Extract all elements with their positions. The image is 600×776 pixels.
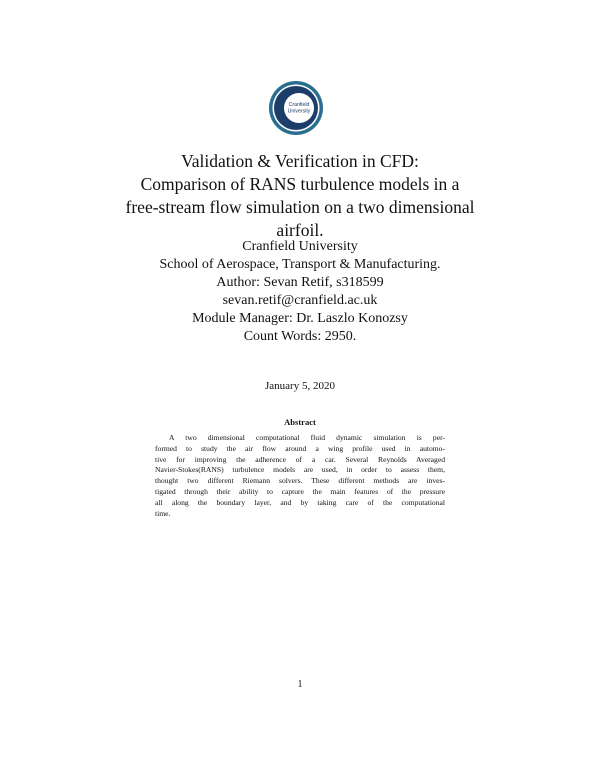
- author-email: sevan.retif@cranfield.ac.uk: [222, 293, 378, 308]
- author-block: [100, 238, 500, 346]
- abstract-line: tive for improving the adherence of a car. Several Reynolds Averaged: [155, 454, 445, 464]
- abstract-heading: Abstract: [284, 417, 316, 427]
- abstract-body: [155, 433, 445, 519]
- abstract-line: all along the boundary layer, and by taking care of the computational: [155, 497, 445, 507]
- abstract-line: formed to study the air flow around a wing profile used in automo-: [155, 443, 445, 453]
- title-line: Validation & Verification in CFD:: [181, 151, 419, 171]
- title-line: airfoil.: [276, 220, 324, 240]
- school-name: School of Aerospace, Transport & Manufacturing.: [159, 257, 441, 272]
- abstract-line: A two dimensional computational fluid dynamic simulation is per-: [169, 433, 445, 442]
- author-line: Author: Sevan Retif, s318599: [216, 275, 384, 290]
- page-number: 1: [297, 679, 303, 690]
- cranfield-logo-icon: [268, 80, 324, 136]
- title-line: free-stream flow simulation on a two dimensional: [125, 197, 475, 217]
- document-date: January 5, 2020: [265, 380, 335, 392]
- word-count: Count Words: 2950.: [243, 329, 357, 344]
- abstract-line: time.: [155, 508, 171, 518]
- abstract-line: Navier-Stokes(RANS) turbulence models are used, in order to assess them,: [155, 465, 445, 475]
- logo-text-line2: University: [287, 108, 311, 115]
- abstract-line: thought two different Riemann solvers. These different methods are inves-: [155, 476, 445, 486]
- module-manager: Module Manager: Dr. Laszlo Konozsy: [192, 311, 408, 326]
- logo-text-line1: Cranfield: [288, 102, 310, 108]
- university-name: Cranfield University: [242, 239, 358, 254]
- title-line: Comparison of RANS turbulence models in a: [140, 174, 460, 194]
- logo-svg: [268, 80, 324, 136]
- abstract-line: tigated through their ability to capture the main features of the pressure: [155, 486, 445, 496]
- document-title: [100, 150, 500, 242]
